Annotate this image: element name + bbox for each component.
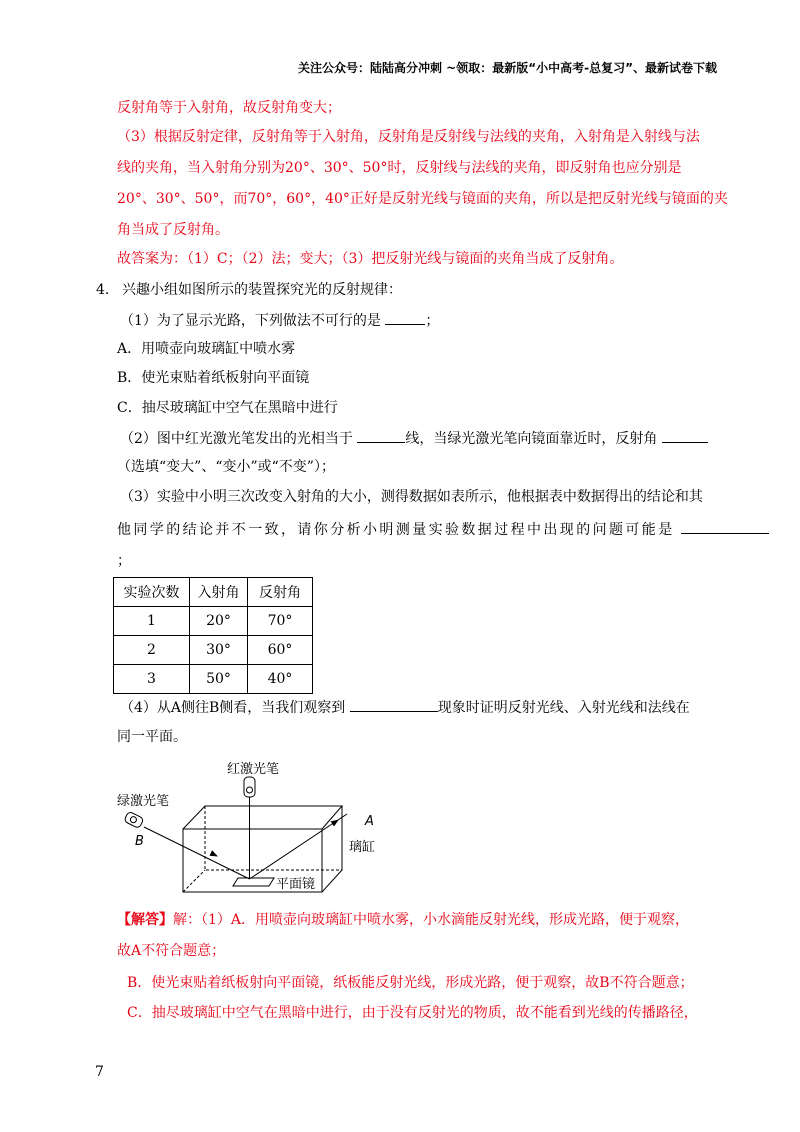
answer-tag: 【解答】 xyxy=(117,912,173,928)
sub-question-1-text: （1）为了显示光路，下列做法不可行的是 xyxy=(120,313,386,329)
prev-answer-line: （3）根据反射定律，反射角等于入射角，反射角是反射线与法线的夹角，入射角是入射线与法 xyxy=(117,129,700,145)
green-laser-pen-icon xyxy=(124,811,144,828)
answer-blank xyxy=(662,429,708,443)
table-cell: 60° xyxy=(248,636,313,665)
table-header: 反射角 xyxy=(248,578,313,607)
answer-line: 故A不符合题意； xyxy=(117,943,226,959)
sub-question-2 xyxy=(120,429,708,448)
option-b: B．使光束贴着纸板射向平面镜 xyxy=(117,370,310,386)
table-cell: 30° xyxy=(190,636,248,665)
green-pen-label: 绿激光笔 xyxy=(117,794,170,809)
option-a: A．用喷壶向玻璃缸中喷水雾 xyxy=(117,341,296,357)
answer-blank xyxy=(681,520,769,534)
table-cell: 40° xyxy=(248,665,313,694)
answer-line: B．使光束贴着纸板射向平面镜，纸板能反射光线，形成光路，便于观察，故B不符合题意； xyxy=(127,975,694,991)
answer-line xyxy=(117,911,689,929)
table-row xyxy=(114,607,313,636)
answer-blank xyxy=(357,429,405,443)
table-cell: 20° xyxy=(190,607,248,636)
table-header-row xyxy=(114,578,313,607)
table-row xyxy=(114,636,313,665)
table-cell: 2 xyxy=(114,636,190,665)
incident-ray xyxy=(144,827,250,879)
table-cell: 3 xyxy=(114,665,190,694)
tank-hidden-edge xyxy=(183,870,205,892)
sub-question-3-text: 他同学的结论并不一致，请你分析小明测量实验数据过程中出现的问题可能是 xyxy=(117,522,675,538)
sub-question-1-suffix: ； xyxy=(425,313,440,329)
mirror-label: 平面镜 xyxy=(276,877,316,892)
label-a: A xyxy=(365,814,374,829)
plane-mirror xyxy=(233,878,274,886)
table-header: 入射角 xyxy=(190,578,248,607)
data-table xyxy=(113,577,313,694)
sub-question-1 xyxy=(120,311,439,330)
red-laser-pen-icon xyxy=(244,777,255,797)
sub-question-2-text: （2）图中红光激光笔发出的光相当于 xyxy=(120,431,358,447)
answer-line: C．抽尽玻璃缸中空气在黑暗中进行，由于没有反射光的物质，故不能看到光线的传播路径， xyxy=(127,1005,698,1021)
apparatus-figure xyxy=(113,755,393,900)
table-cell: 50° xyxy=(190,665,248,694)
prev-answer-line: 20°、30°、50°，而70°，60°，40°正好是反射光线与镜面的夹角，所以是把反射光线与镜面的夹 xyxy=(117,191,728,207)
label-b: B xyxy=(135,834,144,849)
prev-answer-summary: 故答案为：（1）C；（2）法；变大；（3）把反射光线与镜面的夹角当成了反射角。 xyxy=(117,251,624,267)
prev-answer-line: 线的夹角，当入射角分别为20°、30°、50°时，反射线与法线的夹角，即反射角也应分别是 xyxy=(117,160,682,176)
prev-answer-line: 角当成了反射角。 xyxy=(117,222,229,238)
question-number: 4. xyxy=(96,282,110,298)
sub-question-3-end: ； xyxy=(117,553,131,569)
sub-question-3-line: （3）实验中小明三次改变入射角的大小，测得数据如表所示，他根据表中数据得出的结论和其 xyxy=(120,489,703,505)
table-cell: 70° xyxy=(248,607,313,636)
page-header: 关注公众号：陆陆高分冲刺 ~领取：最新版“小中高考-总复习”、最新试卷下载 xyxy=(298,61,717,75)
reflected-arrow-icon xyxy=(331,820,339,827)
table-header: 实验次数 xyxy=(114,578,190,607)
sub-question-4-text: （4）从A侧往B侧看，当我们观察到 xyxy=(120,700,350,716)
sub-question-4 xyxy=(120,698,690,717)
incident-arrow-icon xyxy=(210,850,219,856)
prev-answer-line: 反射角等于入射角，故反射角变大； xyxy=(117,100,341,116)
answer-text: 解：（1）A．用喷壶向玻璃缸中喷水雾，小水滴能反射光线，形成光路，便于观察， xyxy=(173,912,690,928)
sub-question-2-note: （选填“变大”、“变小”或“不变”）； xyxy=(117,459,335,475)
sub-question-4-line: 同一平面。 xyxy=(117,729,187,745)
table-cell: 1 xyxy=(114,607,190,636)
answer-blank xyxy=(350,698,438,712)
tank-label: 璃缸 xyxy=(349,840,376,855)
tank-hidden-edges xyxy=(205,806,342,870)
table-row xyxy=(114,665,313,694)
page-number: 7 xyxy=(95,1064,104,1080)
question-stem: 兴趣小组如图所示的装置探究光的反射规律： xyxy=(122,282,402,298)
sub-question-2-middle: 线，当绿光激光笔向镜面靠近时，反射角 xyxy=(405,431,662,447)
option-c: C．抽尽玻璃缸中空气在黑暗中进行 xyxy=(117,400,338,416)
tank-top-face xyxy=(183,806,342,829)
red-pen-label: 红激光笔 xyxy=(227,762,280,777)
sub-question-4-suffix: 现象时证明反射光线、入射光线和法线在 xyxy=(437,700,690,716)
answer-blank xyxy=(385,311,425,325)
sub-question-3-line xyxy=(117,520,769,539)
